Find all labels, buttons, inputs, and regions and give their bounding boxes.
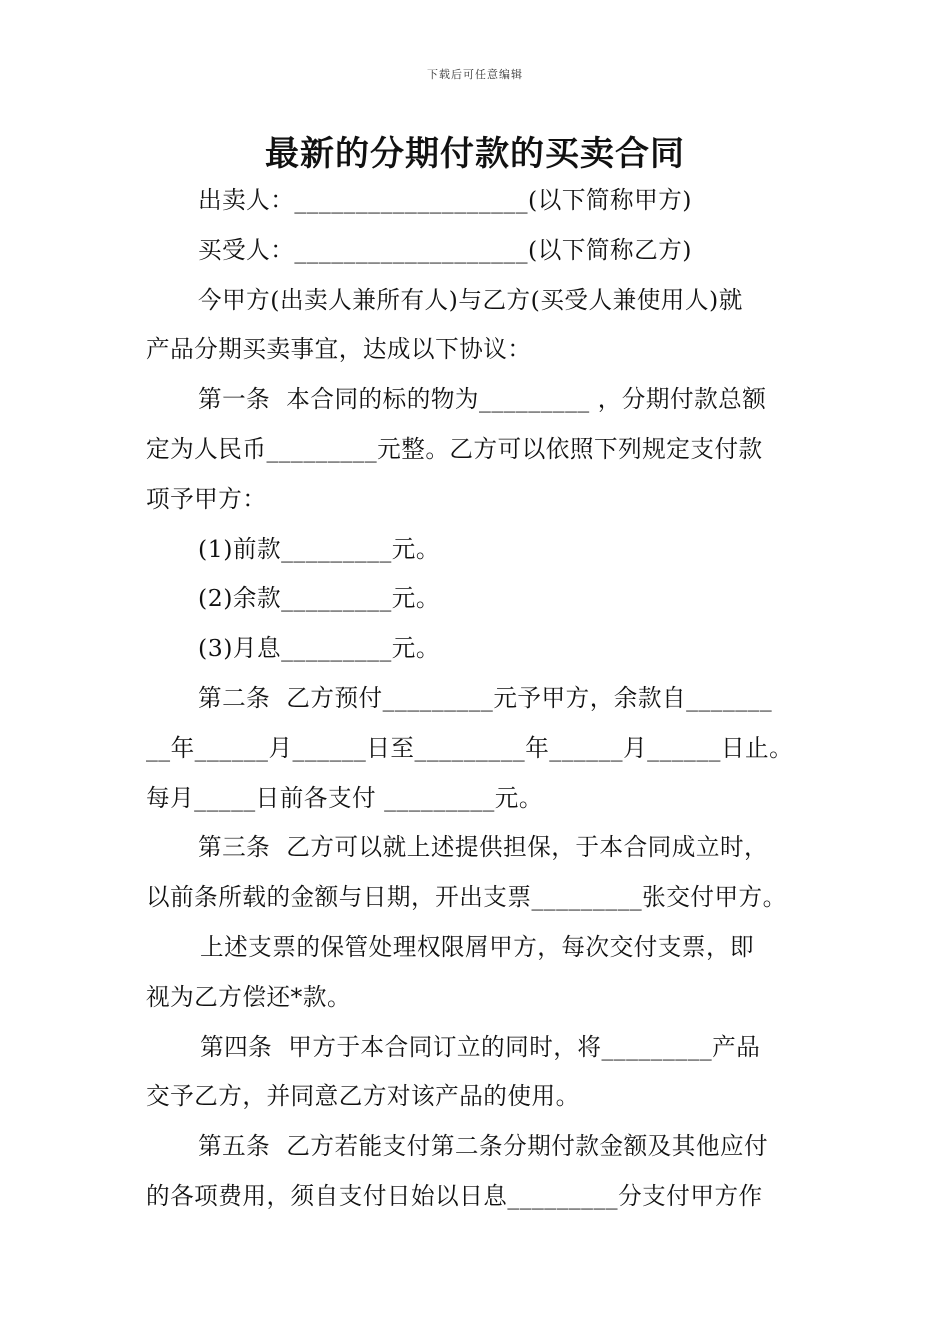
article-2-line-3: 每月_____日前各支付 _________元。 xyxy=(146,783,543,812)
article-4-line-1: 第四条 甲方于本合同订立的同时，将_________产品 xyxy=(200,1032,761,1061)
item-balance: (2)余款_________元。 xyxy=(198,584,440,613)
article-3-line-3: 上述支票的保管处理权限屑甲方，每次交付支票，即 xyxy=(200,932,755,961)
article-3-line-2: 以前条所载的金额与日期，开出支票_________张交付甲方。 xyxy=(146,883,787,912)
article-3-line-1: 第三条 乙方可以就上述提供担保，于本合同成立时， xyxy=(198,833,769,862)
article-2-line-1: 第二条 乙方预付_________元予甲方，余款自_______ xyxy=(198,683,773,712)
item-down-payment: (1)前款_________元。 xyxy=(198,534,440,563)
seller-line: 出卖人：___________________(以下简称甲方) xyxy=(198,186,692,214)
document-title: 最新的分期付款的买卖合同 xyxy=(265,134,685,174)
article-5-line-1: 第五条 乙方若能支付第二条分期付款金额及其他应付 xyxy=(198,1132,769,1161)
article-4-line-2: 交予乙方，并同意乙方对该产品的使用。 xyxy=(146,1082,580,1111)
article-1-line-3: 项予甲方： xyxy=(146,484,267,513)
header-note: 下载后可任意编辑 xyxy=(427,68,523,81)
article-2-line-2: __年______月______日至_________年______月______日止。 xyxy=(146,733,794,762)
preamble-line-1: 今甲方(出卖人兼所有人)与乙方(买受人兼使用人)就 xyxy=(198,285,743,314)
contract-body xyxy=(146,176,812,1222)
article-1-line-1: 第一条 本合同的标的物为_________ ，分期付款总额 xyxy=(198,385,767,414)
preamble-line-2: 产品分期买卖事宜，达成以下协议： xyxy=(146,335,532,364)
item-monthly-interest: (3)月息_________元。 xyxy=(198,634,440,663)
buyer-line: 买受人：___________________(以下简称乙方) xyxy=(198,235,692,264)
article-3-line-4: 视为乙方偿还*款。 xyxy=(146,982,352,1011)
article-1-line-2: 定为人民币_________元整。乙方可以依照下列规定支付款 xyxy=(146,434,763,463)
article-5-line-2: 的各项费用，须自支付日始以日息_________分支付甲方作 xyxy=(146,1181,763,1210)
